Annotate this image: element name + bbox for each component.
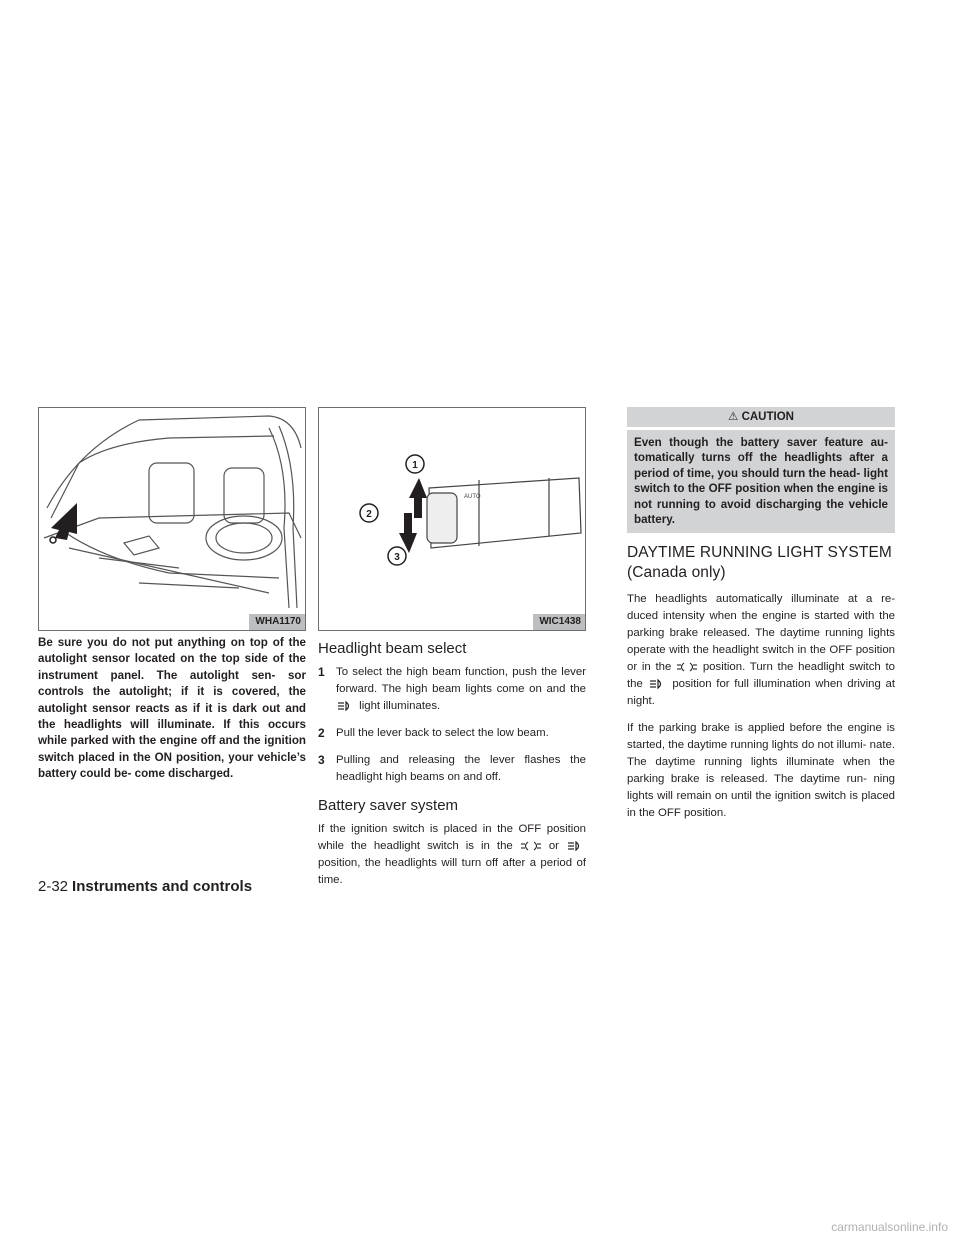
column-middle: [318, 407, 586, 899]
figure-headlight-lever: [318, 407, 586, 631]
drl-paragraph-1: The headlights automatically illuminate at a re- duced intensity when the engine is started with the parking brake released. The daytime running lights operate with the headlight switch in the OFF position or in the position. Turn the headlight switch to the position for full illumination when driving at night.: [627, 593, 896, 708]
column-right: [627, 407, 895, 832]
figure-caption: WIC1438: [533, 614, 585, 630]
caution-icon: ⚠: [728, 411, 739, 423]
figure-caption: WHA1170: [249, 614, 305, 630]
figure-autolight-sensor: [38, 407, 306, 631]
watermark: carmanualsonline.info: [831, 1220, 948, 1234]
high-beam-icon: [648, 678, 668, 690]
item-number: 3: [318, 753, 325, 767]
callout-1: 1: [412, 460, 418, 471]
page-number: 2-32: [38, 878, 69, 895]
autolight-warning: Be sure you do not put anything on top of the autolight sensor located on the top side of the instrument panel. The autolight sen- sor controls the autolight; if it is covered, the autolight sensor reacts as if it is dark out and the headlights will illuminate. If this occurs while parked with the engine off and the ignition switch placed in the ON position, your vehicle’s battery could be- come discharged.: [38, 636, 306, 781]
caution-header: ⚠ CAUTION: [627, 407, 895, 427]
parking-light-icon: [520, 840, 542, 852]
heading-daytime-running-light: DAYTIME RUNNING LIGHT SYSTEM (Canada only): [627, 544, 892, 582]
lever-auto-label: AUTO: [464, 494, 481, 500]
chapter-title: Instruments and controls: [72, 878, 253, 895]
high-beam-icon: [336, 700, 356, 712]
dashboard-illustration: [39, 408, 305, 630]
arrow-up-icon: [409, 478, 427, 518]
column-left: [38, 407, 306, 783]
callout-3: 3: [394, 552, 400, 563]
list-item: 1 To select the high beam function, push the lever forward. The high beam lights come on and the light illuminates.: [318, 664, 586, 715]
battery-saver-paragraph: If the ignition switch is placed in the OFF position while the headlight switch is in the or position, the headlights will turn off after a period of time.: [318, 823, 586, 886]
caution-body: Even though the battery saver feature au- tomatically turns off the headlights after a period of time, you should turn the head- light switch to the OFF position when the engine is not running to avoid discharging the vehicle battery.: [627, 430, 895, 533]
item-number: 1: [318, 665, 325, 679]
high-beam-icon: [566, 840, 586, 852]
parking-light-icon: [676, 661, 698, 673]
drl-paragraph-2: If the parking brake is applied before the engine is started, the daytime running lights do not illumi- nate. The daytime running lights illuminate when the parking brake is released. The daytime run- ning lights will remain on until the ignition switch is placed in the OFF position.: [627, 722, 895, 820]
page-footer: [38, 878, 252, 895]
arrow-down-icon: [399, 513, 417, 553]
heading-battery-saver: Battery saver system: [318, 797, 459, 814]
heading-headlight-beam-select: Headlight beam select: [318, 640, 467, 657]
callout-2: 2: [366, 509, 372, 520]
item-number: 2: [318, 726, 325, 740]
lever-illustration: [319, 408, 585, 630]
list-item: 3 Pulling and releasing the lever flashes the headlight high beams on and off.: [318, 752, 586, 786]
list-item: 2 Pull the lever back to select the low beam.: [318, 726, 549, 740]
